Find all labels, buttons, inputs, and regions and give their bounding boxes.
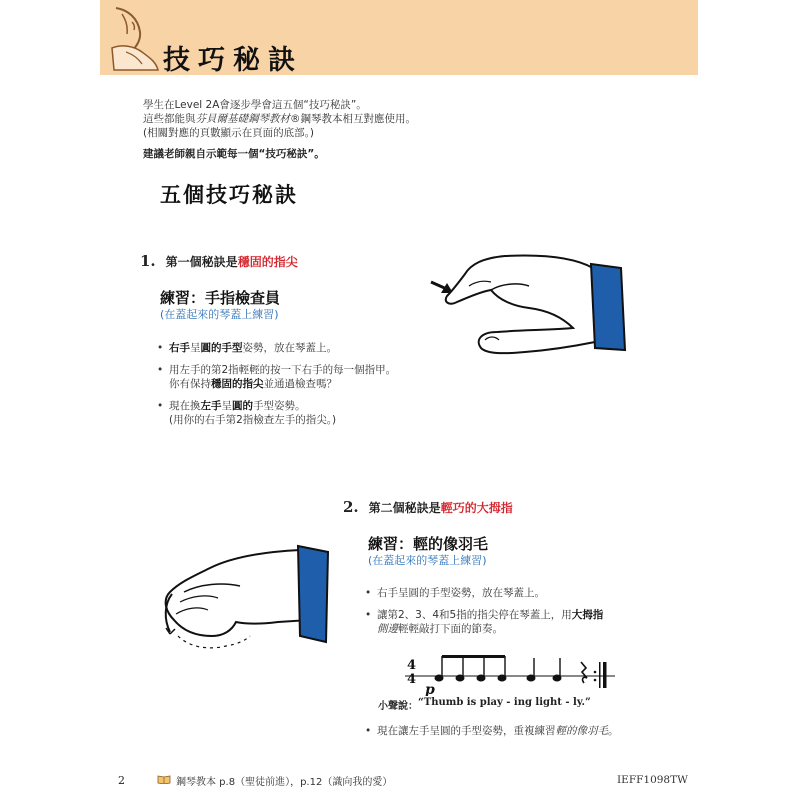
intro-text	[143, 98, 416, 161]
intro-series-name: 芬貝爾基礎鋼琴教材®	[195, 113, 301, 125]
p2-b2-pre: 讓第2、3、4和5指的指尖停在琴蓋上，用	[377, 609, 572, 621]
b3-bold-left-hand: 左手	[200, 400, 222, 412]
b3-pre: 現在換	[169, 400, 201, 412]
practice-1-bullets	[157, 341, 457, 435]
section-heading: 五個技巧秘訣	[160, 182, 298, 207]
practice-2-bullets-final	[365, 724, 695, 746]
page-number: 2	[118, 774, 125, 787]
rhythm-notation	[405, 654, 615, 696]
b1-end: 姿勢，放在琴蓋上。	[242, 342, 337, 354]
p2-b2-bold-thumb: 大拇指	[571, 609, 604, 621]
intro-line-1: 學生在Level 2A會逐步學會這五個“技巧秘訣”。	[143, 99, 367, 111]
footer-reference: 鋼琴教本 p.8（聖徒前進），p.12（識向我的愛）	[176, 777, 393, 788]
footer-code: IEFF1098TW	[617, 774, 688, 786]
b3-bold-round: 圓的	[232, 400, 253, 412]
p2-b3-post: 。	[608, 725, 619, 737]
final-barline	[594, 662, 607, 688]
practice-2-subtitle: (在蓋起來的琴蓋上練習)	[368, 554, 487, 567]
p2-b2-italic: 側邊	[377, 623, 398, 635]
intro-line-2	[143, 112, 416, 126]
face-hand-icon	[108, 4, 160, 72]
p2-b3-italic: 輕的像羽毛	[555, 725, 608, 737]
secret-1-highlight: 穩固的指尖	[237, 255, 298, 269]
time-signature-bottom: 4	[407, 672, 417, 687]
practice-1-subtitle: (在蓋起來的琴蓋上練習)	[160, 308, 279, 321]
b3-line-2: (用你的右手第2指檢查左手的指尖。)	[169, 414, 337, 426]
beamed-eighth-notes	[435, 655, 506, 681]
practice-1-title: 練習：手指檢查員	[160, 289, 281, 307]
practice-2-bullet-1	[365, 586, 695, 600]
note-beam	[442, 655, 505, 658]
p2-b3-pre: 現在讓左手呈圓的手型姿勢，重複練習	[377, 725, 556, 737]
practice-2-bullet-3	[365, 724, 695, 738]
fingertip-hand-illustration	[425, 250, 640, 360]
rhythm-lyric: “Thumb is play - ing light - ly.”	[418, 697, 591, 708]
b1-bold-right-hand: 右手	[169, 342, 190, 354]
dynamic-marking: p	[425, 682, 435, 696]
practice-1-bullet-3	[157, 399, 457, 427]
b2-post: 並通過檢查嗎？	[263, 378, 337, 390]
practice-2-title: 練習：輕的像羽毛	[368, 535, 489, 553]
secret-1-heading	[140, 252, 298, 270]
b1-bold-round-shape: 圓的手型	[200, 342, 243, 354]
b2-pre: 你有保持	[169, 378, 211, 390]
quarter-rest	[581, 662, 587, 683]
intro-advice: 建議老師親自示範每一個“技巧秘訣”。	[143, 148, 325, 160]
secret-1-text: 第一個秘訣是	[165, 255, 238, 269]
lyric-label: 小聲說：	[378, 701, 418, 712]
b3-post: 手型姿勢。	[253, 400, 306, 412]
b1-mid: 呈	[190, 342, 201, 354]
practice-1-bullet-2	[157, 363, 457, 391]
b2-line-1: 用左手的第2指輕輕的按一下右手的每一個指甲。	[169, 364, 397, 376]
book-icon	[157, 774, 171, 784]
secret-2-text: 第二個秘訣是	[368, 501, 441, 515]
thumb-hand-illustration	[150, 540, 340, 660]
secret-2-heading	[343, 498, 513, 516]
time-signature-top: 4	[407, 658, 417, 673]
secret-1-number: 1.	[140, 252, 156, 270]
secret-2-highlight: 輕巧的大拇指	[440, 501, 513, 515]
intro-line-2-post: 鋼琴教本相互對應使用。	[300, 113, 416, 125]
quarter-notes	[527, 658, 561, 681]
practice-2-bullet-2	[365, 608, 695, 636]
b3-mid: 呈	[221, 400, 232, 412]
intro-line-3: (相關對應的頁數顯示在頁面的底部。)	[143, 127, 314, 139]
intro-line-2-pre: 這些都能與	[143, 113, 196, 125]
page-title: 技巧秘訣	[163, 45, 303, 76]
p2-b2-post: 輕輕敲打下面的節奏。	[398, 623, 503, 635]
b2-bold: 穩固的指尖	[211, 378, 264, 390]
secret-2-number: 2.	[343, 498, 359, 516]
p2-b1: 右手呈圓的手型姿勢，放在琴蓋上。	[377, 587, 545, 599]
practice-2-bullets	[365, 586, 695, 644]
practice-1-bullet-1	[157, 341, 457, 355]
